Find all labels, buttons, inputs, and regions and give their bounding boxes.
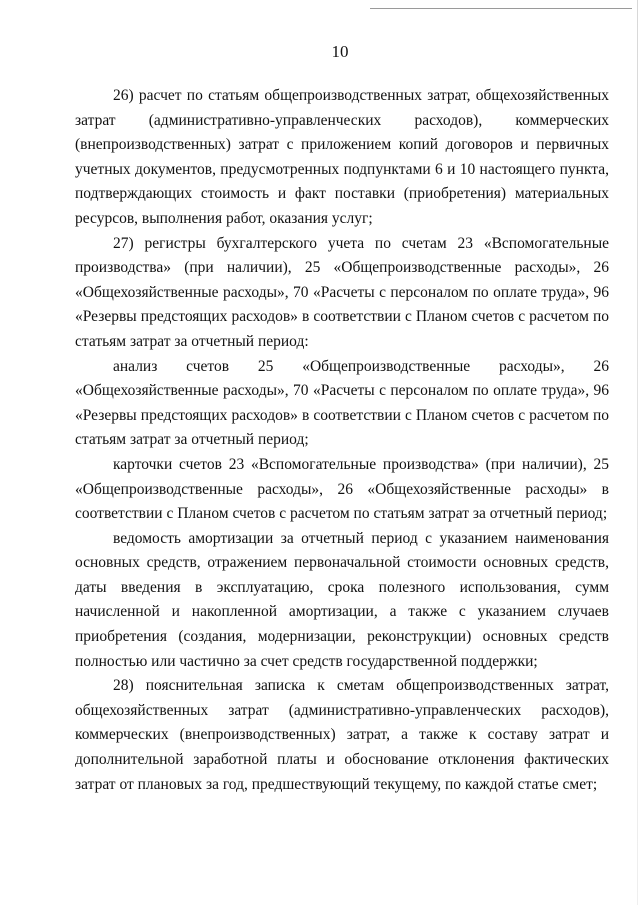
scan-right-edge	[637, 0, 638, 905]
page-number: 10	[331, 42, 349, 61]
scan-edge-line	[370, 8, 632, 9]
paragraph-depreciation-statement: ведомость амортизации за отчетный период с указанием наименования основных средств, отражением первоначальной стоимости основных средств, даты введения в эксплуатацию, срока полезного использования, сумм начисленной и накопленной амортизации, а также с указанием случаев приобретения (создания, модернизации, реконструкции) основных средств полностью или частично за счет средств государственной поддержки;	[75, 529, 609, 670]
document-body	[75, 84, 609, 797]
paragraph-item-26: 26) расчет по статьям общепроизводственных затрат, общехозяйственных затрат (административно-управленческих расходов), коммерческих (внепроизводственных) затрат с приложением копий договоров и первичных учетных документов, предусмотренных подпунктами 6 и 10 настоящего пункта, подтверждающих стоимость и факт поставки (приобретения) материальных ресурсов, выполнения работ, оказания услуг;	[75, 87, 609, 227]
paragraph-item-27: 27) регистры бухгалтерского учета по счетам 23 «Вспомогательные производства» (при наличии), 25 «Общепроизводственные расходы», 26 «Общехозяйственные расходы», 70 «Расчеты с персоналом по оплате труда», 96 «Резервы предстоящих расходов» в соответствии с Планом счетов с расчетом по статьям затрат за отчетный период:	[75, 234, 609, 350]
paragraph-accounts-analysis: анализ счетов 25 «Общепроизводственные расходы», 26 «Общехозяйственные расходы», 70 «Расчеты с персоналом по оплате труда», 96 «Резервы предстоящих расходов» в соответствии с Планом счетов с расчетом по статьям затрат за отчетный период;	[75, 357, 609, 449]
paragraph-account-cards: карточки счетов 23 «Вспомогательные производства» (при наличии), 25 «Общепроизводственные расходы», 26 «Общехозяйственные расходы» в соответствии с Планом счетов с расчетом по статьям затрат за отчетный период;	[75, 455, 609, 523]
paragraph-item-28: 28) пояснительная записка к сметам общепроизводственных затрат, общехозяйственных затрат (административно-управленческих расходов), коммерческих (внепроизводственных) затрат, а также к составу затрат и дополнительной заработной платы и обоснование отклонения фактических затрат от плановых за год, предшествующий текущему, по каждой статье смет;	[75, 677, 609, 793]
